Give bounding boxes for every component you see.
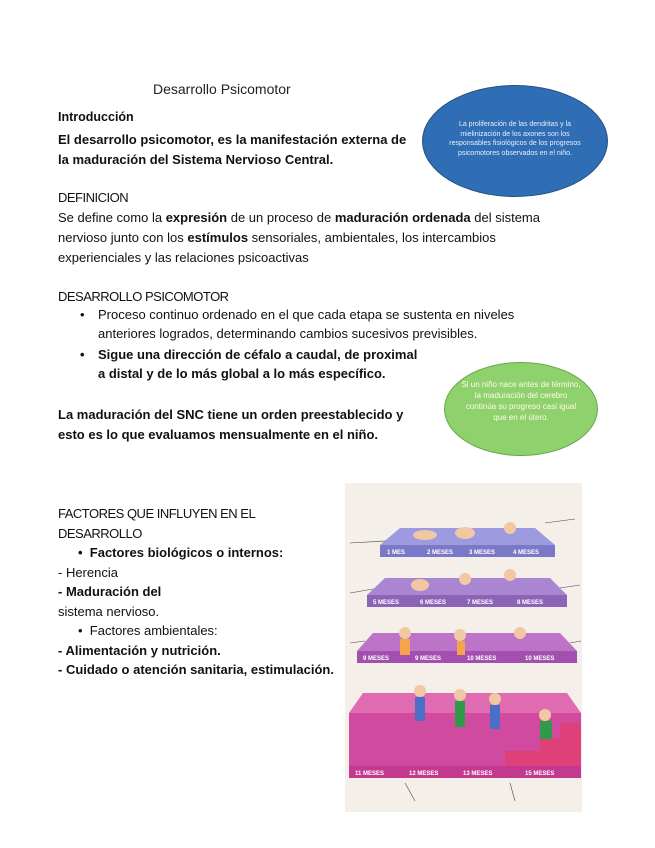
tier1-label-1: 1 MES [387, 550, 406, 556]
bullet-direccion: • Sigue una dirección de céfalo a caudal, de proximal a distal y de lo más global a lo más específico. [80, 345, 428, 383]
factor-maduracion-cont: sistema nervioso. [58, 603, 160, 619]
blue-callout-text: La proliferación de las dendritas y la mielinización de los axones son los responsables fisiológicos de los progresos psicomotores observados en el niño. [449, 121, 581, 157]
tier1-label-4: 4 MESES [513, 550, 540, 556]
bullet-proceso: • Proceso continuo ordenado en el que cada etapa se sustenta en niveles anteriores logrados, determinando cambios sucesivos previsibles. [80, 305, 558, 343]
tier4-label-2: 12 MESES [409, 771, 439, 777]
factor-cuidado: - Cuidado o atención sanitaria, estimulación. [58, 662, 334, 677]
blue-callout [422, 85, 608, 197]
tier2-label-1: 5 MESES [373, 600, 400, 606]
bold-maduracion: maduración ordenada [334, 210, 471, 225]
snc-text: La maduración del SNC tiene un orden preestablecido y esto es lo que evaluamos mensualmente en el niño. [58, 407, 404, 442]
tier2-label-3: 7 MESES [467, 600, 494, 606]
tier1-label-2: 2 MESES [427, 550, 454, 556]
tier4-label-3: 13 MESES [463, 771, 493, 777]
definicion-heading: DEFINICION [58, 190, 129, 205]
definicion-text: Se define como la expresión de un proceso de maduración ordenada del sistema nervioso junto con los estímulos sensoriales, ambientales, los intercambios experienciales y las relaciones psicoactivas [58, 210, 540, 265]
green-callout [444, 362, 598, 456]
page-title: Desarrollo Psicomotor [153, 81, 291, 97]
development-pyramid-figure [345, 483, 582, 812]
tier2-label-2: 6 MESES [420, 600, 447, 606]
desarrollo-heading: DESARROLLO PSICOMOTOR [58, 289, 229, 304]
factor-biologicos: • Factores biológicos o internos: [78, 545, 284, 560]
tier3-label-2: 9 MESES [415, 656, 442, 662]
intro-text: El desarrollo psicomotor, es la manifestación externa de la maduración del Sistema Nervioso Central. [58, 132, 407, 167]
factor-alimentacion: - Alimentación y nutrición. [58, 642, 221, 658]
factor-ambientales: • Factores ambientales: [78, 623, 218, 638]
tier1-label-3: 3 MESES [469, 550, 496, 556]
factores-list [58, 543, 334, 680]
tier3-label-4: 10 MESES [525, 656, 555, 662]
tier2-label-4: 8 MESES [517, 600, 544, 606]
tier3-label-3: 10 MESES [467, 656, 497, 662]
factor-herencia: - Herencia [58, 564, 118, 580]
tier4-label-1: 11 MESES [355, 771, 385, 777]
factores-heading: FACTORES QUE INFLUYEN EN EL DESARROLLO [58, 506, 255, 541]
tier3-label-1: 9 MESES [363, 656, 390, 662]
green-callout-text: Si un niño nace antes de término, la maduración del cerebro continúa su progreso casi igual que en el útero. [461, 380, 581, 422]
intro-heading: Introducción [58, 110, 134, 124]
tier4-label-4: 15 MESES [525, 771, 555, 777]
bold-expresion: expresión [165, 210, 228, 225]
bold-estimulos: estímulos [187, 230, 249, 245]
factor-maduracion: - Maduración del [58, 584, 162, 599]
pyramid-illustration [345, 483, 582, 812]
